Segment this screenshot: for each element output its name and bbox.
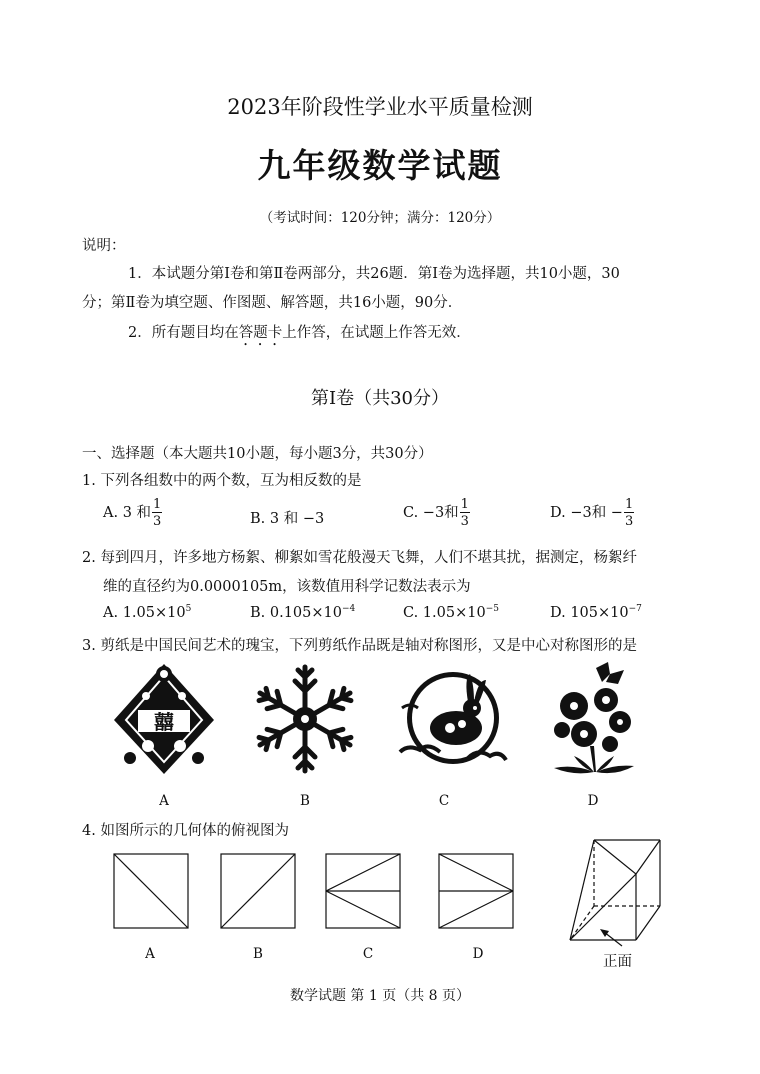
q1-option-b: B. 3 和 −3 xyxy=(250,511,325,527)
papercut-snowflake-image xyxy=(252,660,358,778)
notes-item1-line2: 分；第Ⅱ卷为填空题、作图题、解答题，共16小题，90分． xyxy=(82,295,463,311)
q2-option-d: D. $105\times 10^{-7}$ xyxy=(550,604,642,621)
q4-label-a: A xyxy=(145,946,155,962)
notes-item2: 2．所有题目均在答题卡上作答，在试题上作答无效． xyxy=(128,325,471,341)
q2-line2: 维的直径约为0.0000105m，该数值用科学记数法表示为 xyxy=(103,579,471,595)
q4-stem: 4. 如图所示的几何体的俯视图为 xyxy=(82,823,289,839)
q4-solid-figure-image xyxy=(560,836,670,948)
emphasis-answer-sheet: 答题卡 xyxy=(238,325,283,341)
q1-stem: 1. 下列各组数中的两个数，互为相反数的是 xyxy=(82,473,362,489)
q3-label-d: D xyxy=(587,793,599,809)
q1-option-d: D. −3和 − $\frac{1}{3}$ xyxy=(550,497,634,529)
q2-option-c: C. $1.05\times 10^{-5}$ xyxy=(403,604,499,621)
q4-label-b: B xyxy=(253,946,263,962)
section-title: 第Ⅰ卷（共30分） xyxy=(310,388,449,409)
exam-title-main: 九年级数学试题 xyxy=(257,146,503,185)
q3-label-c: C xyxy=(438,793,450,809)
q4-top-view-a-image xyxy=(113,853,189,929)
front-label: 正面 xyxy=(603,954,632,970)
q4-top-view-c-image xyxy=(325,853,401,929)
page-footer: 数学试题 第 1 页（共 8 页） xyxy=(289,988,471,1004)
q4-top-view-d-image xyxy=(438,853,514,929)
q1-option-a: A. 3 和 $\frac{1}{3}$ xyxy=(103,497,162,529)
q3-label-a: A xyxy=(159,793,169,809)
q2-line1: 2. 每到四月，许多地方杨絮、柳絮如雪花般漫天飞舞，人们不堪其扰，据测定，杨絮纤 xyxy=(82,550,637,566)
exam-info: （考试时间：120分钟；满分：120分） xyxy=(259,210,501,226)
part1-heading: 一、选择题（本大题共10小题，每小题3分，共30分） xyxy=(82,446,433,462)
q4-label-d: D xyxy=(472,946,484,962)
notes-label: 说明： xyxy=(82,238,126,254)
q3-label-b: B xyxy=(300,793,310,809)
papercut-rabbit-image xyxy=(398,668,508,774)
papercut-flowers-image xyxy=(544,660,644,778)
q2-option-a: A. $1.05\times 10^5$ xyxy=(103,604,192,621)
notes-item1-line1: 1．本试题分第Ⅰ卷和第Ⅱ卷两部分，共26题．第Ⅰ卷为选择题，共10小题，30 xyxy=(128,266,620,282)
exam-title-line1: 2023年阶段性学业水平质量检测 xyxy=(227,95,533,119)
q3-stem: 3. 剪纸是中国民间艺术的瑰宝，下列剪纸作品既是轴对称图形，又是中心对称图形的是 xyxy=(82,638,637,654)
svg-text:囍: 囍 xyxy=(154,710,174,734)
papercut-double-happiness-image xyxy=(108,660,220,778)
q1-option-c: C. −3和 $\frac{1}{3}$ xyxy=(403,497,469,529)
q4-top-view-b-image xyxy=(220,853,296,929)
q2-option-b: B. $0.105\times 10^{-4}$ xyxy=(250,604,356,621)
q4-label-c: C xyxy=(362,946,374,962)
